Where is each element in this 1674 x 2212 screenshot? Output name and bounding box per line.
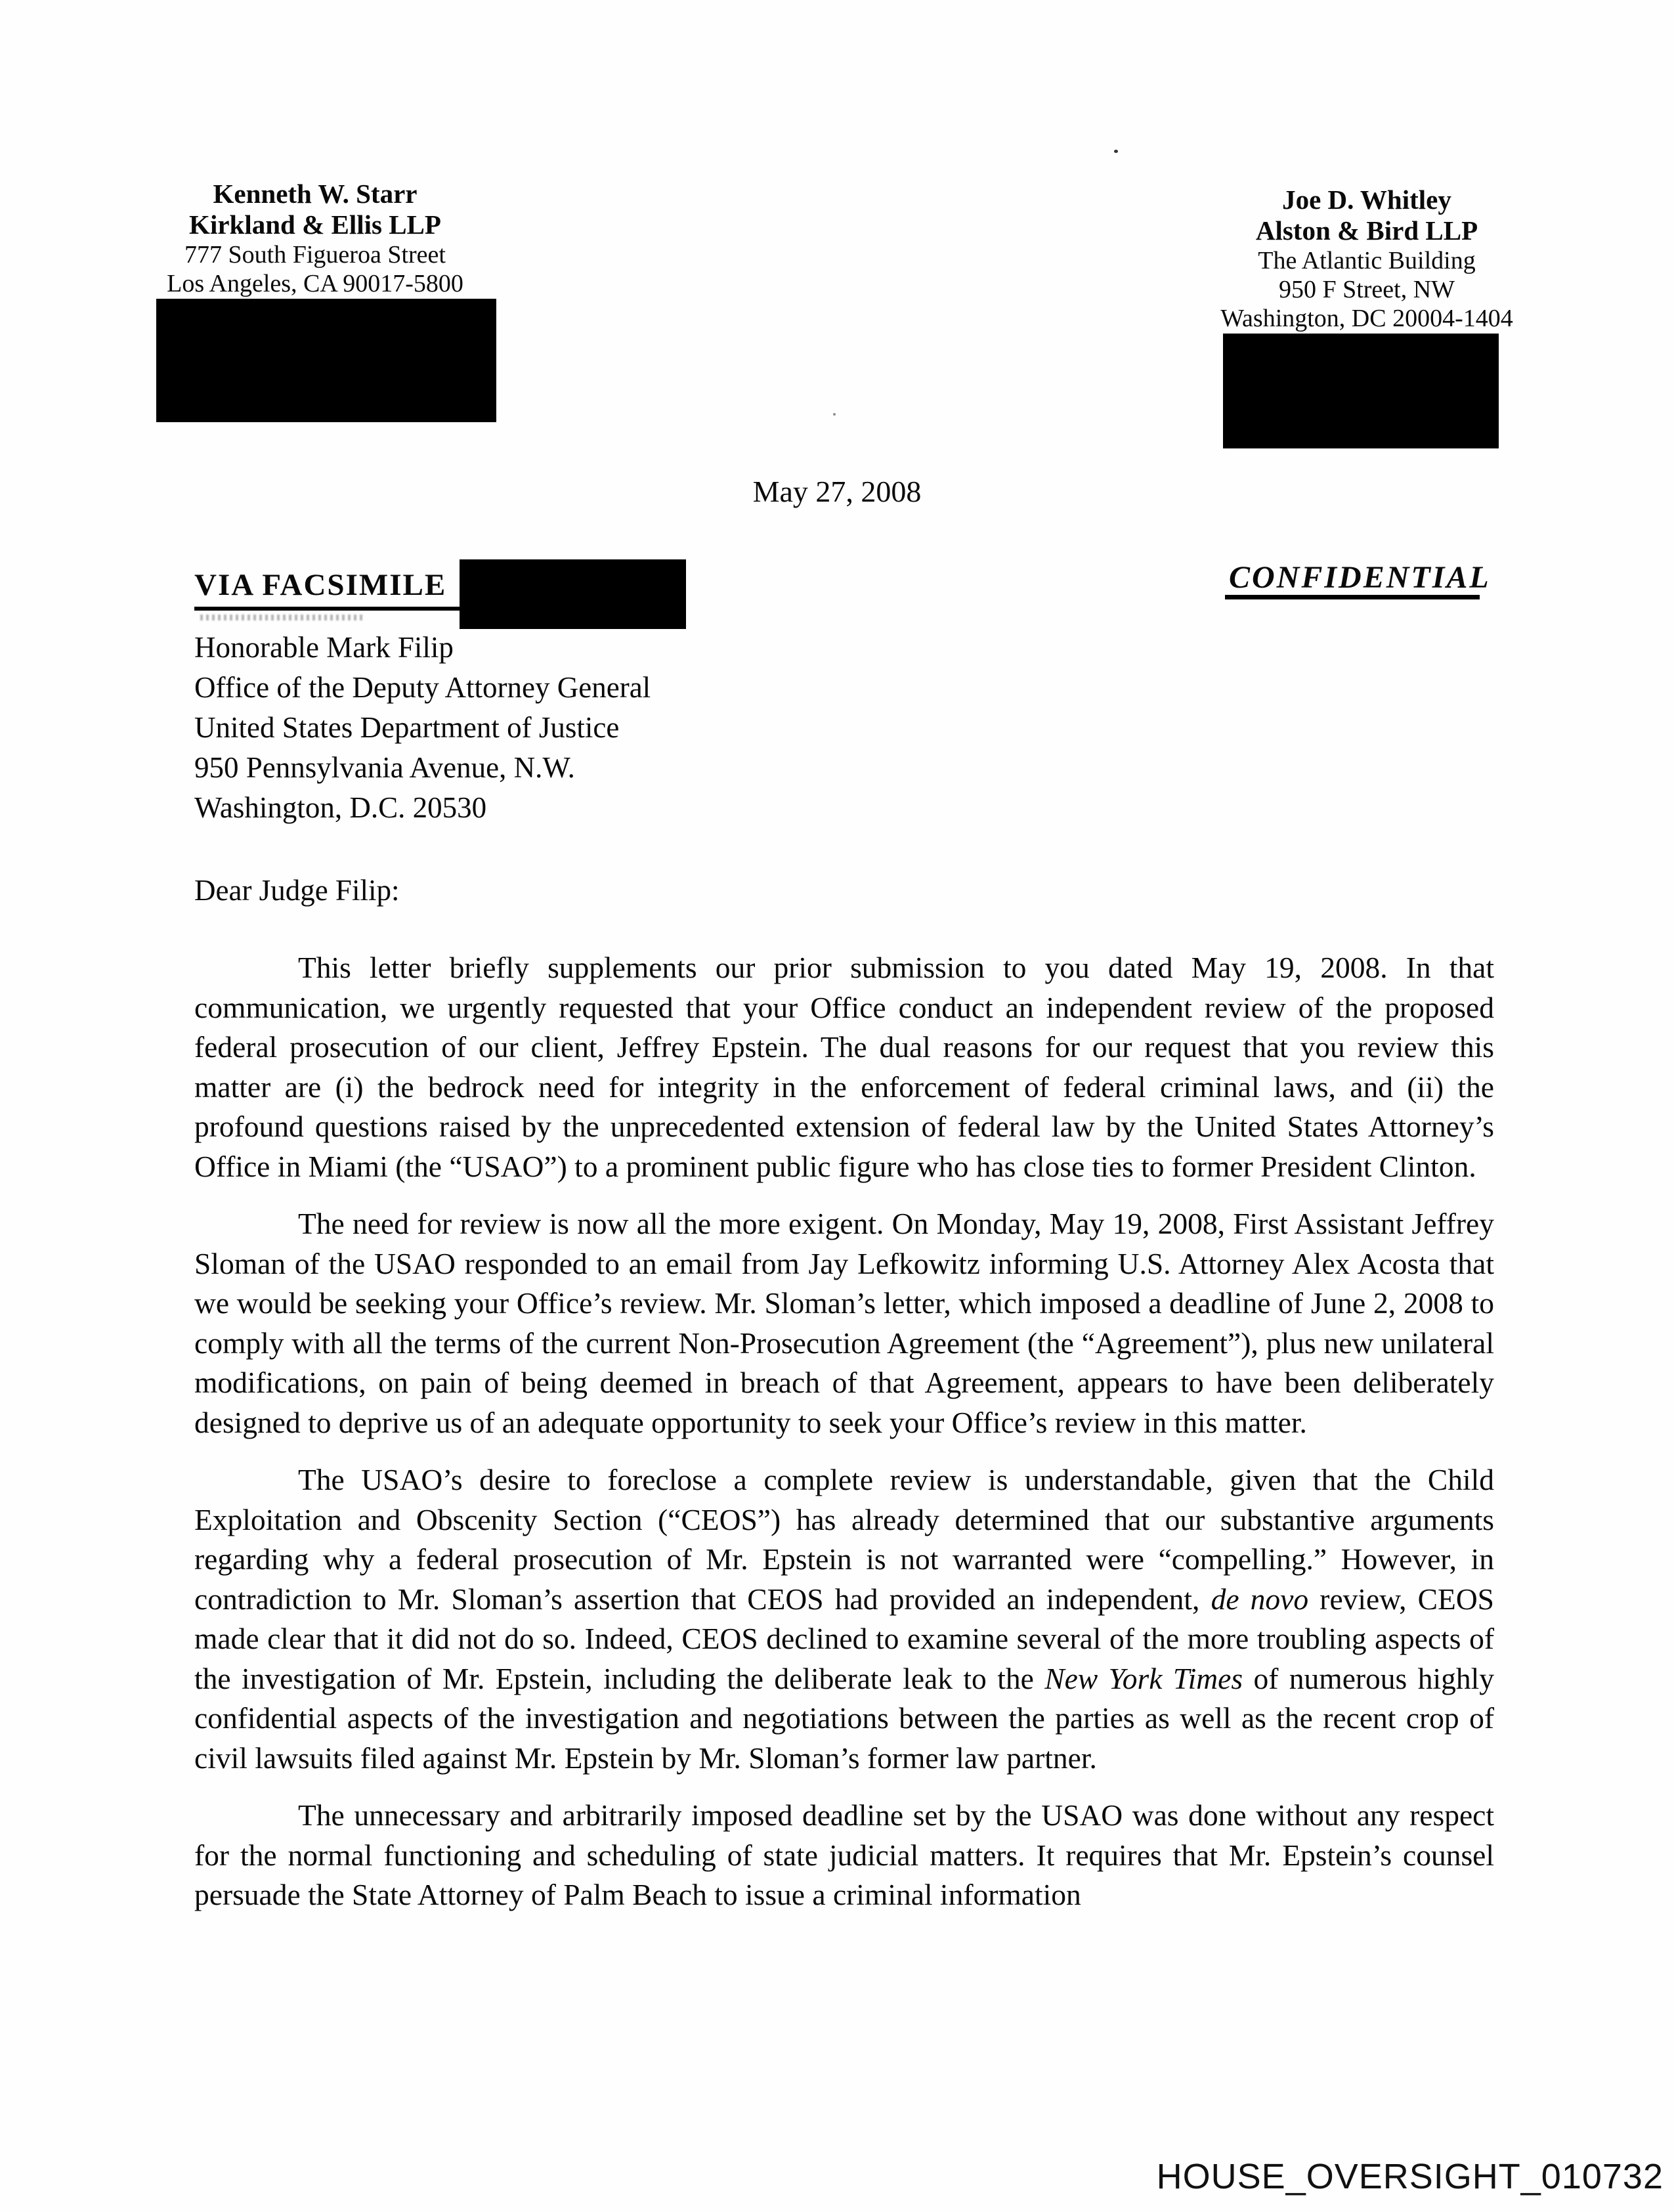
body-text: This letter briefly supplements our prior submission to you dated May 19, 2008. In that communication, we urgently requested that your Office conduct an independent review of the proposed federal prosecution of our client, Jeffrey Epstein. The dual reasons for our request that you review this matter are (i) the bedrock need for integrity in the enforcement of federal criminal laws, and (ii) the profound questions raised by the unprecedented extension of federal law by the United States Attorney’s Office in Miami (the “USAO”) to a prominent public figure who has close ties to former President Clinton. [194,951,1494,1183]
redaction-box-right [1223,334,1499,448]
recipient-line: 950 Pennsylvania Avenue, N.W. [194,751,575,784]
body-text-italic: de novo [1211,1582,1309,1616]
sender-address-line: 950 F Street, NW [1278,276,1455,303]
scan-dot-artifact [1114,150,1118,153]
recipient-line: United States Department of Justice [194,711,620,744]
scan-dot-artifact [833,413,836,416]
body-paragraph [194,1460,1494,1778]
body-text: review, CEOS made clear that it did not do so. Indeed, CEOS declined to examine several of the more troubling aspects of the investigation of Mr. Epstein, including the deliberate leak to the [194,1582,1494,1695]
recipient-line: Washington, D.C. 20530 [194,791,487,824]
body-text: The unnecessary and arbitrarily imposed deadline set by the USAO was done without any respect for the normal functioning and scheduling of state judicial matters. It requires that Mr. Epstein’s counsel persuade the State Attorney of Palm Beach to issue a criminal information [194,1798,1494,1911]
body-text: of numerous highly confidential aspects of the investigation and negotiations between the parties as well as the recent crop of civil lawsuits filed against Mr. Epstein by Mr. Sloman’s former law partner. [194,1661,1494,1775]
delivery-method-label: VIA FACSIMILE [194,568,447,602]
sender-address-line: The Atlantic Building [1258,247,1476,274]
recipient-address-block [194,628,651,828]
sender-block-right [1137,184,1597,333]
body-text: The need for review is now all the more exigent. On Monday, May 19, 2008, First Assistant Jeffrey Sloman of the USAO responded to an email from Jay Lefkowitz informing U.S. Attorney Alex Acosta that we would be seeking your Office’s review. Mr. Sloman’s letter, which imposed a deadline of June 2, 2008 to comply with all the terms of the current Non-Prosecution Agreement (the “Agreement”), plus new unilateral modifications, on pain of being deemed in breach of that Agreement, appears to have been deliberately designed to deprive us of an adequate opportunity to seek your Office’s review in this matter. [194,1207,1494,1439]
recipient-line: Office of the Deputy Attorney General [194,671,651,704]
sender-firm: Kirkland & Ellis LLP [189,209,441,240]
redaction-box-left [156,299,496,422]
body-paragraph [194,948,1494,1186]
sender-name: Joe D. Whitley [1282,184,1451,215]
body-text-italic: New York Times [1044,1661,1243,1695]
sender-name: Kenneth W. Starr [213,179,418,209]
classification-label: CONFIDENTIAL [1229,560,1491,595]
letter-date: May 27, 2008 [752,475,922,508]
redaction-box-fax-number [460,559,686,629]
sender-block-left [85,179,545,298]
body-text: The USAO’s desire to foreclose a complete review is understandable, given that the Child Exploitation and Obscenity Section (“CEOS”) has already determined that our substantive arguments regarding why a federal prosecution of Mr. Epstein is not warranted were “compelling.” However, in contradiction to Mr. Sloman’s assertion that CEOS had provided an independent, [194,1463,1494,1616]
body-paragraph [194,1796,1494,1915]
salutation: Dear Judge Filip: [194,874,400,907]
sender-address-line: 777 South Figueroa Street [184,241,446,269]
sender-firm: Alston & Bird LLP [1255,215,1478,246]
body-paragraph [194,1204,1494,1442]
letter-body [194,948,1494,1933]
bates-number: HOUSE_OVERSIGHT_010732 [1156,2157,1663,2196]
delivery-method-underline [194,607,460,611]
sender-address-line: Washington, DC 20004-1404 [1220,305,1513,332]
classification-underline [1225,595,1480,599]
sender-address-line: Los Angeles, CA 90017-5800 [167,270,463,297]
recipient-line: Honorable Mark Filip [194,631,454,664]
scan-smudge-artifact [200,615,366,620]
